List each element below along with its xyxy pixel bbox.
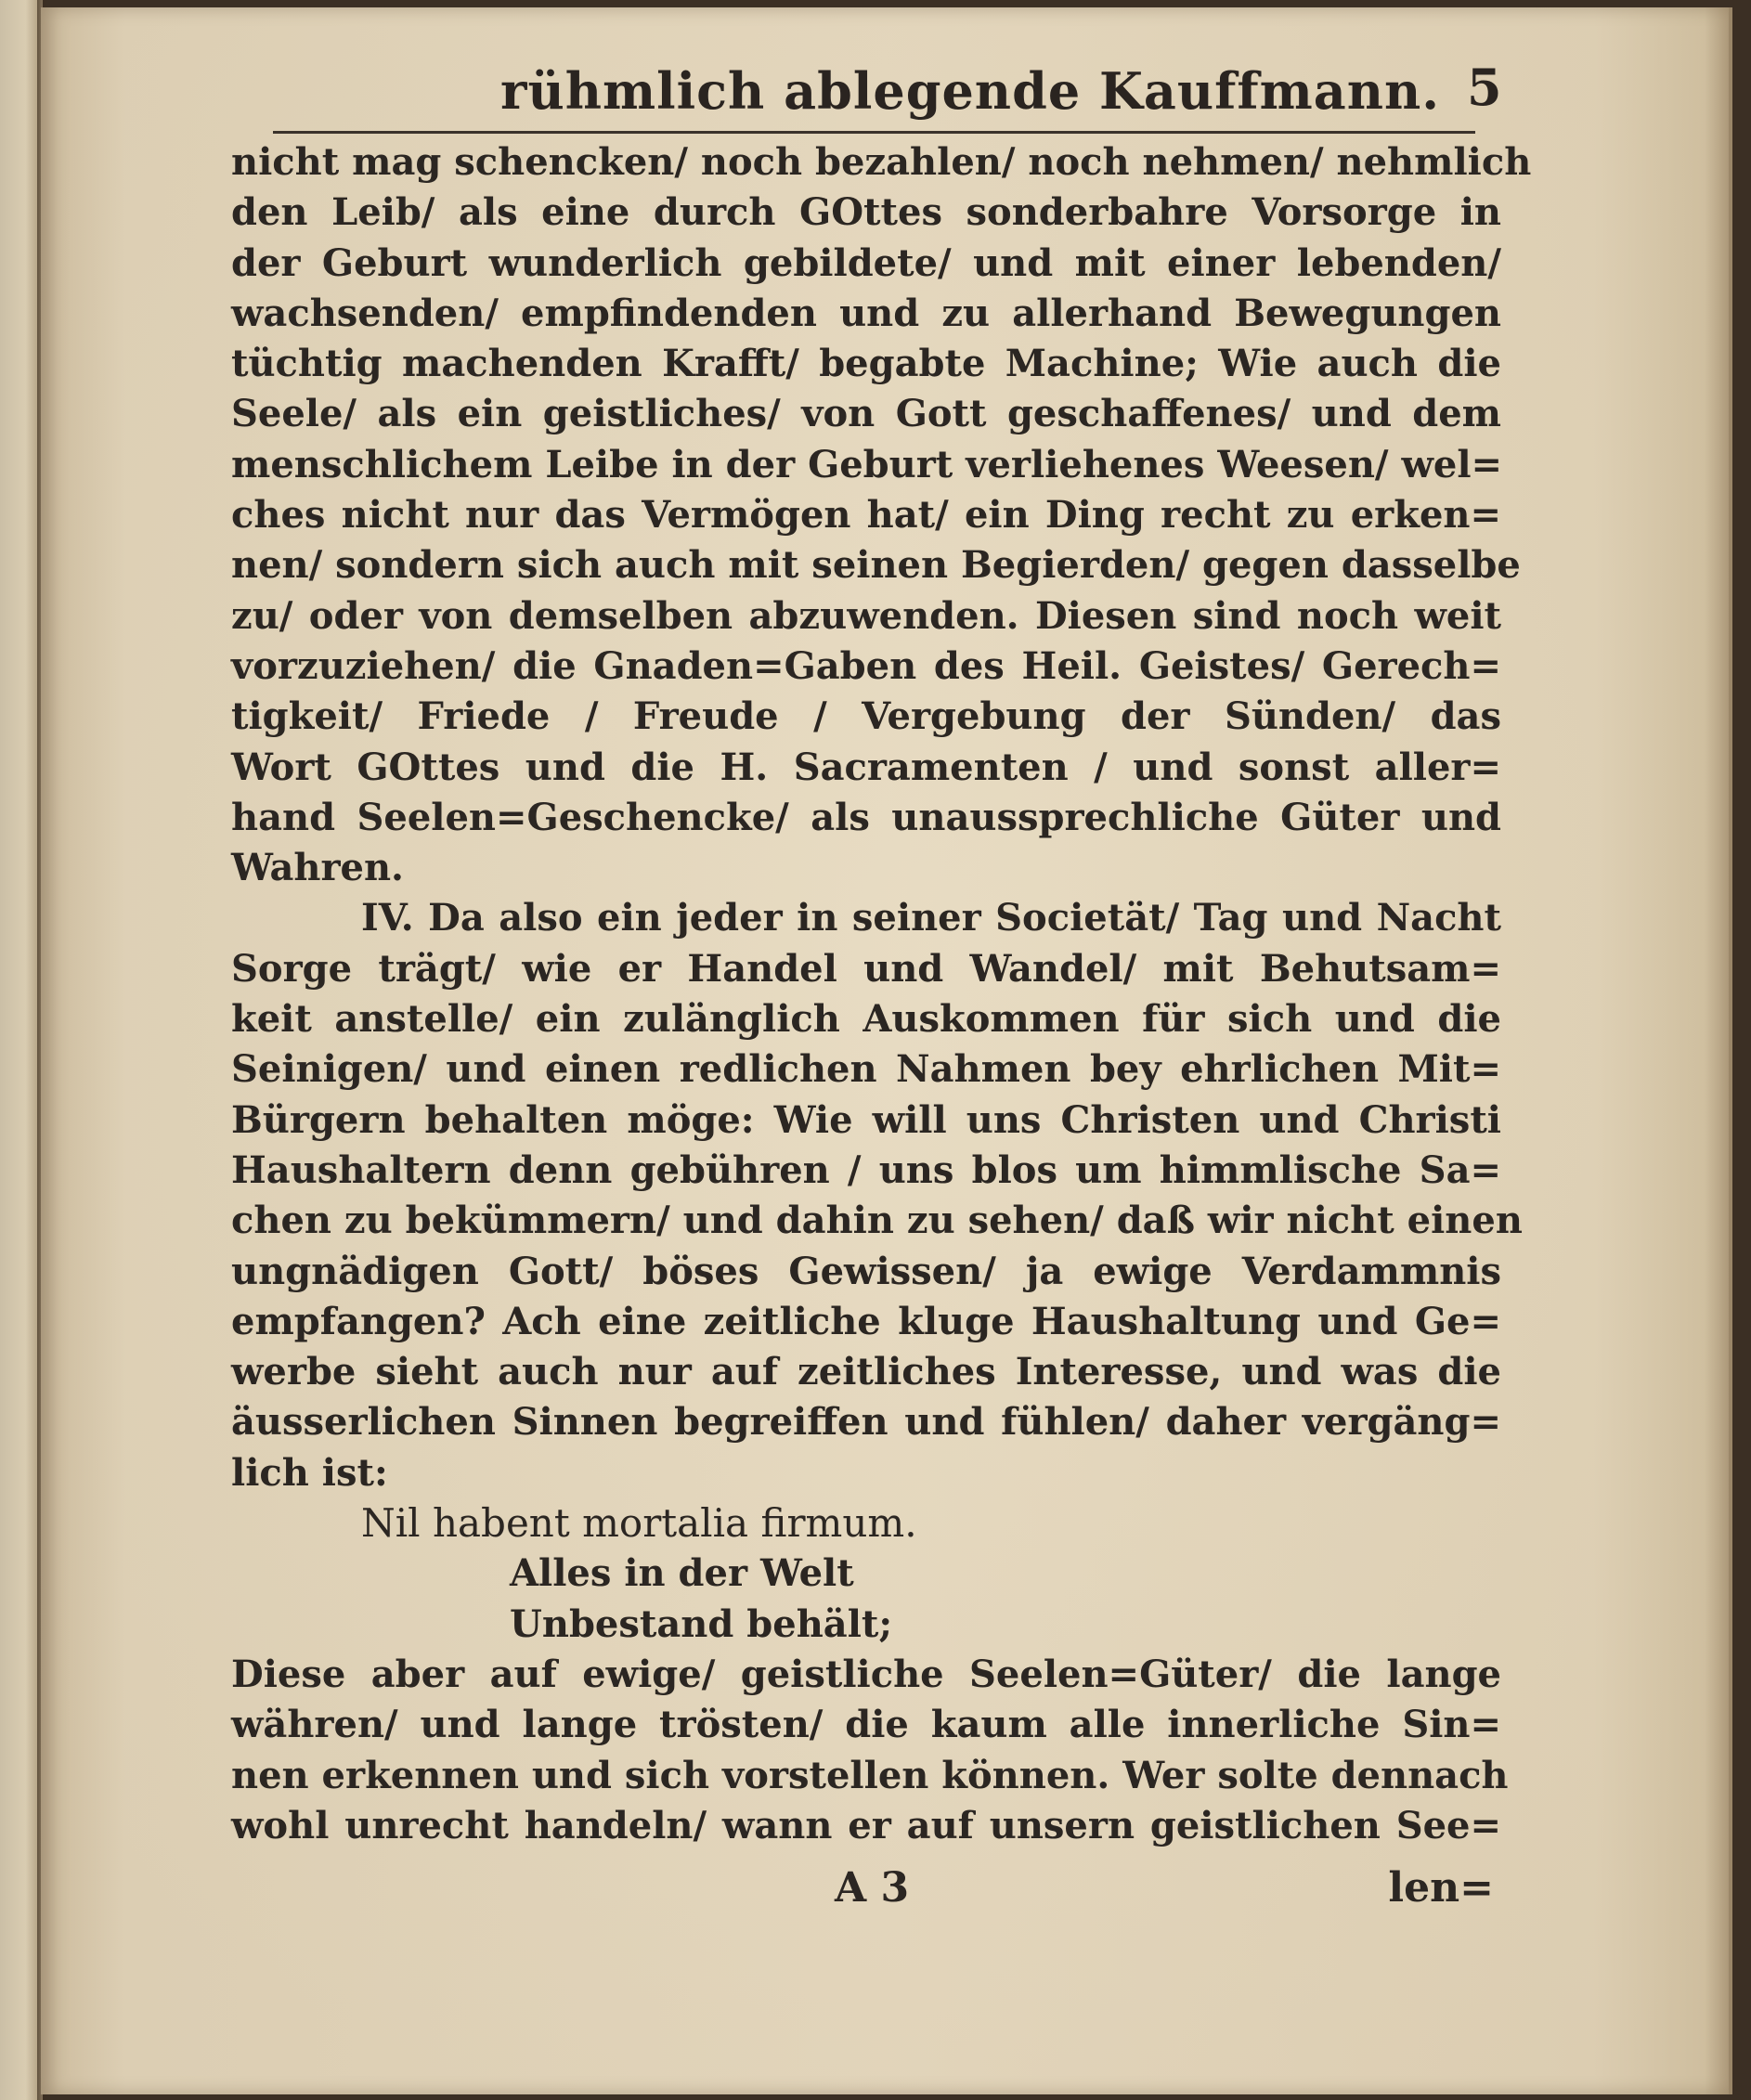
text-line: IV. Da also ein jeder in seiner Societät/ Tag und Nacht <box>361 896 1501 940</box>
facing-page-edge <box>0 0 43 2100</box>
running-head-title: rühmlich ablegende Kauffmann. <box>500 61 1441 121</box>
text-line: nen erkennen und sich vorstellen können. Wer solte dennach <box>231 1753 1509 1797</box>
text-line: chen zu bekümmern/ und dahin zu sehen/ daß wir nicht einen <box>231 1199 1523 1243</box>
text-line: Nil habent mortalia firmum. <box>361 1500 917 1547</box>
head-rule <box>273 131 1475 134</box>
text-line: Sorge trägt/ wie er Handel und Wandel/ mit Behutsam= <box>231 946 1501 991</box>
text-line: ches nicht nur das Vermögen hat/ ein Ding recht zu erken= <box>231 493 1501 538</box>
text-line: tüchtig machenden Krafft/ begabte Machine; Wie auch die <box>231 342 1501 386</box>
text-line: Seele/ als ein geistliches/ von Gott geschaffenes/ und dem <box>231 392 1501 436</box>
text-line: ungnädigen Gott/ böses Gewissen/ ja ewige Verdammnis <box>231 1249 1501 1293</box>
text-line: keit anstelle/ ein zulänglich Auskommen für sich und die <box>231 997 1501 1042</box>
text-line: wohl unrecht handeln/ wann er auf unsern geistlichen See= <box>231 1803 1501 1847</box>
page-edge-shadow <box>1705 7 1729 2094</box>
text-line: nicht mag schencken/ noch bezahlen/ noch nehmen/ nehmlich <box>231 140 1532 184</box>
text-line: empfangen? Ach eine zeitliche kluge Haushaltung und Ge= <box>231 1299 1501 1343</box>
book-page <box>41 7 1732 2094</box>
text-line: der Geburt wunderlich gebildete/ und mit einer lebenden/ <box>231 240 1501 285</box>
text-line: wachsenden/ empfindenden und zu allerhand Bewegungen <box>231 291 1501 335</box>
text-line: Diese aber auf ewige/ geistliche Seelen=Güter/ die lange <box>231 1652 1501 1696</box>
text-line: nen/ sondern sich auch mit seinen Begierden/ gegen dasselbe <box>231 543 1521 588</box>
text-line: den Leib/ als eine durch GOttes sonderbahre Vorsorge in <box>231 190 1501 235</box>
text-line: Unbestand behält; <box>510 1601 893 1646</box>
body-text <box>231 137 1532 1851</box>
catchword: len= <box>1388 1864 1494 1912</box>
text-line: lich ist: <box>231 1450 388 1495</box>
text-line: äusserlichen Sinnen begreiffen und fühlen/ daher vergäng= <box>231 1400 1501 1445</box>
page-foot <box>231 1864 1501 1920</box>
running-head <box>236 58 1502 136</box>
text-line: währen/ und lange trösten/ die kaum alle innerliche Sin= <box>231 1703 1501 1747</box>
text-line: Seinigen/ und einen redlichen Nahmen bey ehrlichen Mit= <box>231 1047 1501 1092</box>
text-line: hand Seelen=Geschencke/ als unaussprechliche Güter und <box>231 795 1501 839</box>
text-line: Wahren. <box>231 846 404 890</box>
text-line: Haushaltern denn gebühren / uns blos um himmlische Sa= <box>231 1147 1501 1192</box>
text-line: vorzuziehen/ die Gnaden=Gaben des Heil. Geistes/ Gerech= <box>231 643 1501 688</box>
text-line: tigkeit/ Friede / Freude / Vergebung der Sünden/ das <box>231 694 1501 739</box>
page-number: 5 <box>1467 58 1502 117</box>
text-line: Alles in der Welt <box>510 1551 854 1596</box>
text-line: werbe sieht auch nur auf zeitliches Interesse, und was die <box>231 1350 1501 1394</box>
text-line: zu/ oder von demselben abzuwenden. Diesen sind noch weit <box>231 593 1501 638</box>
signature-mark: A 3 <box>835 1864 910 1912</box>
text-line: Wort GOttes und die H. Sacramenten / und sonst aller= <box>231 745 1501 789</box>
text-line: menschlichem Leibe in der Geburt verliehenes Weesen/ wel= <box>231 442 1503 486</box>
text-line: Bürgern behalten möge: Wie will uns Christen und Christi <box>231 1097 1501 1142</box>
